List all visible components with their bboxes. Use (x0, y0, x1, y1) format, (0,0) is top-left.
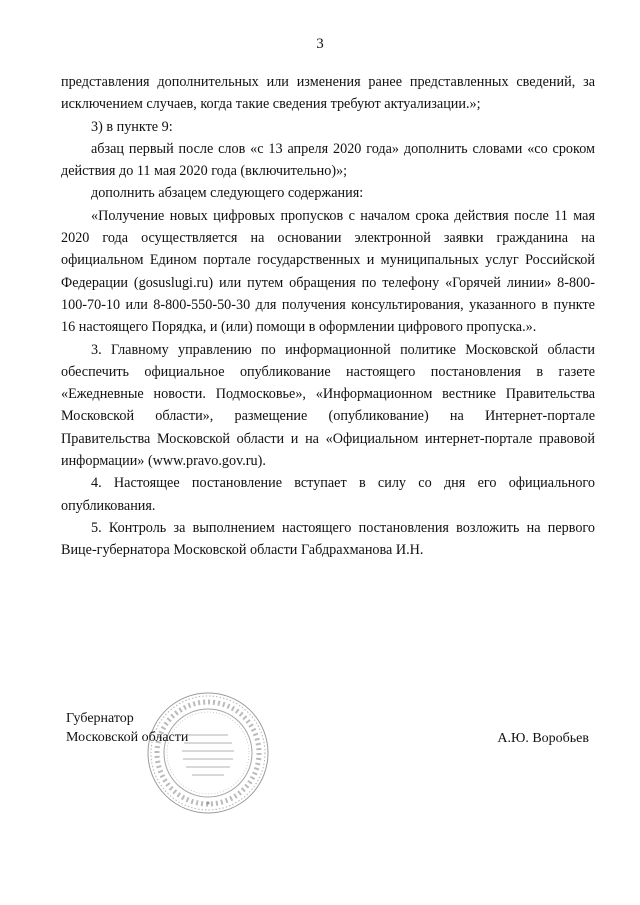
paragraph-control: 5. Контроль за выполнением настоящего постановления возложить на первого Вице-губернатора Московской области Габдрахманова И.Н. (61, 519, 595, 559)
paragraph-amendment-first: абзац первый после слов «с 13 апреля 2020 года» дополнить словами «со сроком действия до 11 мая 2020 года (включительно)»; (61, 140, 595, 180)
signatory-name: А.Ю. Воробьев (497, 731, 589, 746)
document-body (61, 71, 595, 562)
signatory-title: Губернатор Московской области (66, 711, 189, 745)
paragraph-amendment-add: дополнить абзацем следующего содержания: (91, 185, 364, 202)
page-number: 3 (316, 36, 324, 52)
paragraph-item-3: 3) в пункте 9: (91, 118, 173, 135)
paragraph-effective: 4. Настоящее постановление вступает в силу со дня его официального опубликования. (61, 475, 595, 514)
paragraph-new-passes: «Получение новых цифровых пропусков с началом срока действия после 11 мая 2020 года осуществляется на основании электронной заявки гражданина на официальном Едином портале государственных и муниципальных услуг Российской Федерации (gosuslugi.ru) или путем обращения по телефону «Горячей линии» 8-800-100-70-10 или 8-800-550-50-30 для получения консультирования, указанного в пункте 16 настоящего Порядка, и (или) помощи в оформлении цифрового пропуска.». (61, 207, 595, 336)
signature-block (60, 709, 595, 829)
paragraph-continuation: представления дополнительных или изменения ранее представленных сведений, за исключением случаев, когда такие сведения требуют актуализации.»; (61, 74, 595, 113)
paragraph-publication: 3. Главному управлению по информационной политике Московской области обеспечить официальное опубликование настоящего постановления в газете «Ежедневные новости. Подмосковье», «Информационном вестнике Правительства Московской области», размещение (опубликование) на Интернет-портале Правительства Московской области и на «Официальном интернет-портале правовой информации» (www.pravo.gov.ru). (61, 341, 595, 470)
